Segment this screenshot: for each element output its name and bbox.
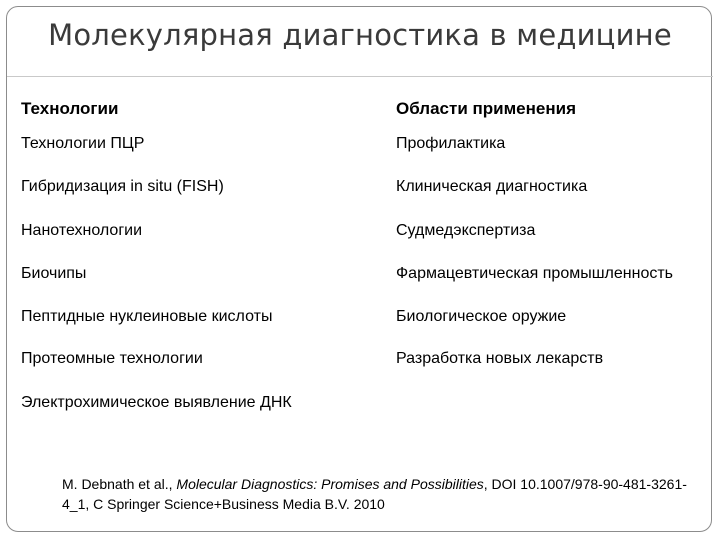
applications-header: Области применения bbox=[396, 99, 577, 118]
technology-item: Пептидные нуклеиновые кислоты bbox=[21, 308, 273, 325]
technology-item: Гибридизация in situ (FISH) bbox=[21, 178, 224, 195]
citation-authors: M. Debnath et al., bbox=[62, 476, 177, 492]
title-divider bbox=[7, 76, 713, 77]
technology-item: Технологии ПЦР bbox=[21, 135, 145, 152]
technologies-header: Технологии bbox=[21, 99, 119, 118]
application-item: Фармацевтическая промышленность bbox=[396, 265, 674, 282]
technology-item: Электрохимическое выявление ДНК bbox=[21, 394, 292, 411]
citation-details: , DOI 10.1007/978-90-481-3261-4_1, C Springer Science+Business Media B.V. 2010 bbox=[62, 476, 687, 512]
citation-book-title: Molecular Diagnostics: Promises and Possibilities bbox=[176, 476, 484, 492]
citation bbox=[62, 474, 692, 514]
slide-title: Молекулярная диагностика в медицине bbox=[48, 18, 672, 52]
application-item: Разработка новых лекарств bbox=[396, 350, 604, 367]
application-item: Биологическое оружие bbox=[396, 308, 567, 325]
technology-item: Нанотехнологии bbox=[21, 222, 143, 239]
technology-item: Протеомные технологии bbox=[21, 350, 203, 367]
technology-item: Биочипы bbox=[21, 265, 87, 282]
application-item: Судмедэкспертиза bbox=[396, 222, 536, 239]
application-item: Клиническая диагностика bbox=[396, 178, 588, 195]
application-item: Профилактика bbox=[396, 135, 506, 152]
